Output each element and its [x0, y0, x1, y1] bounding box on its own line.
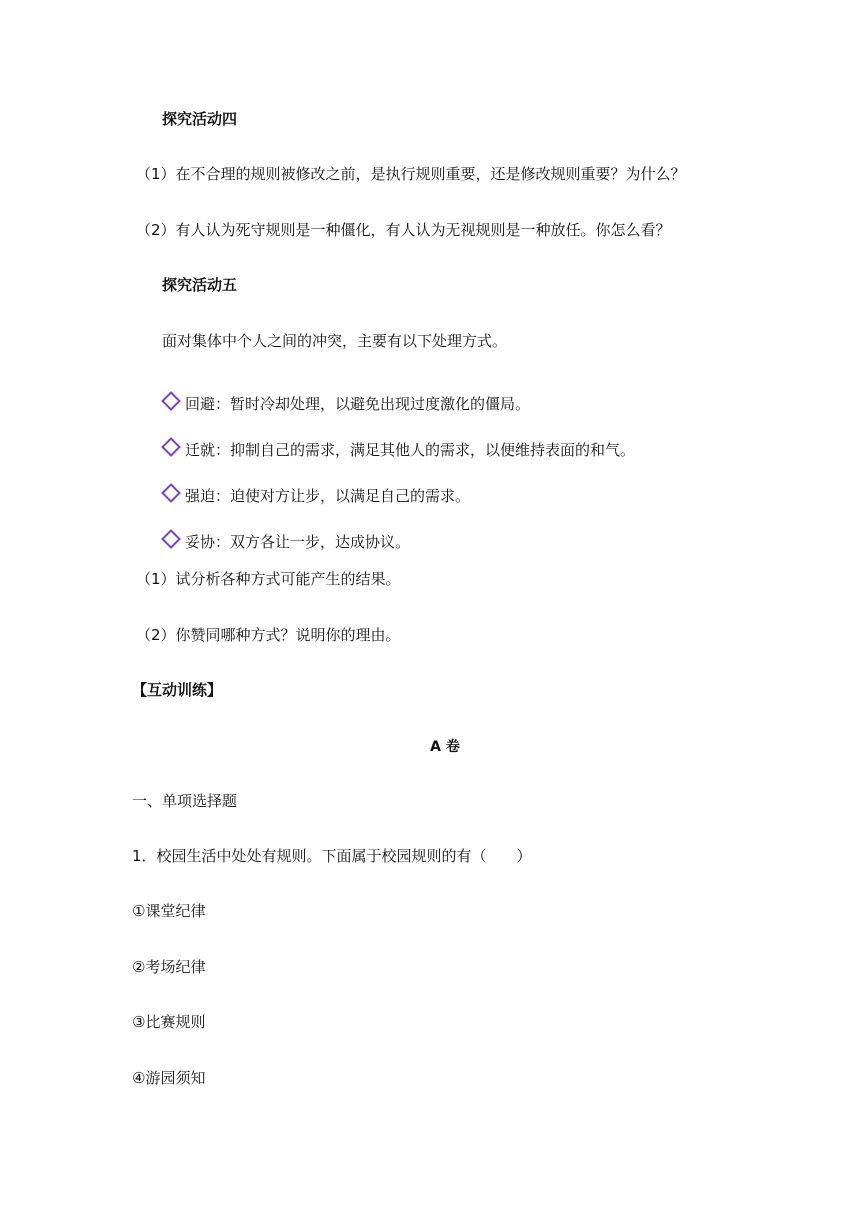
diamond-bullet-icon: [161, 437, 181, 457]
method-text: 回避：暂时冷却处理，以避免出现过度激化的僵局。: [185, 395, 531, 413]
method-text: 迁就：抑制自己的需求，满足其他人的需求，以便维持表面的和气。: [185, 441, 636, 459]
volume-title: A 卷: [430, 739, 460, 755]
diamond-bullet-icon: [161, 483, 181, 503]
option-item: ①课堂纪律: [132, 902, 206, 920]
question-1: 1．校园生活中处处有规则。下面属于校园规则的有（ ）: [132, 847, 532, 865]
method-text: 强迫：迫使对方让步，以满足自己的需求。: [185, 487, 471, 505]
activity5-intro: 面对集体中个人之间的冲突，主要有以下处理方式。: [162, 332, 508, 350]
activity5-question-1: （1）试分析各种方式可能产生的结果。: [136, 570, 401, 588]
option-item: ②考场纪律: [132, 958, 206, 976]
diamond-bullet-icon: [161, 529, 181, 549]
method-item: [162, 394, 530, 414]
option-item: ④游园须知: [132, 1069, 206, 1087]
method-item: [162, 440, 635, 460]
activity4-question-1: （1）在不合理的规则被修改之前，是执行规则重要，还是修改规则重要？为什么？: [136, 165, 686, 183]
activity4-title: 探究活动四: [162, 110, 238, 128]
training-heading: 【互动训练】: [132, 681, 223, 699]
method-item: [162, 486, 470, 506]
section-title: 一、单项选择题: [132, 792, 238, 810]
method-text: 妥协：双方各让一步，达成协议。: [185, 533, 411, 551]
activity5-question-2: （2）你赞同哪种方式？说明你的理由。: [136, 626, 401, 644]
activity4-question-2: （2）有人认为死守规则是一种僵化，有人认为无视规则是一种放任。你怎么看？: [136, 221, 671, 239]
activity5-title: 探究活动五: [162, 276, 238, 294]
method-item: [162, 532, 410, 552]
diamond-bullet-icon: [161, 391, 181, 411]
option-item: ③比赛规则: [132, 1013, 206, 1031]
